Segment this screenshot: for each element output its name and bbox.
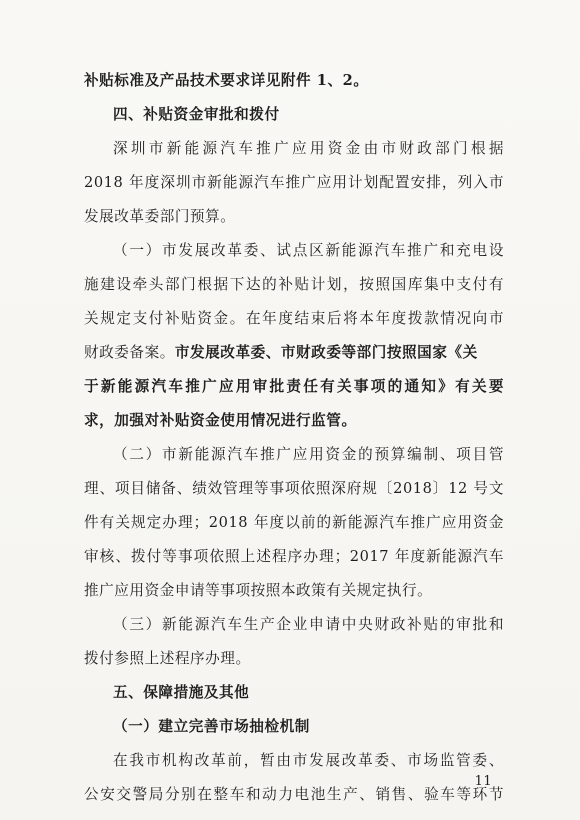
text-line: 公安交警局分别在整车和动力电池生产、销售、验车等环节 — [84, 786, 504, 803]
text-line-mixed — [84, 343, 504, 363]
text-line: 发展改革委部门预算。 — [84, 208, 236, 225]
text-span-bold: 市发展改革委、市财政委等部门按照国家《关 — [174, 344, 478, 361]
text-line: 求，加强对补贴资金使用情况进行监管。 — [84, 412, 357, 429]
subsection-heading: （一）建立完善市场抽检机制 — [113, 718, 310, 735]
text-line: 拨付参照上述程序办理。 — [84, 650, 251, 667]
text-line: 件有关规定办理；2018 年度以前的新能源汽车推广应用资金 — [84, 514, 504, 531]
text-line: 2018 年度深圳市新能源汽车推广应用计划配置安排，列入市 — [84, 174, 504, 191]
text-line: 理、项目储备、绩效管理等事项依照深府规〔2018〕12 号文 — [84, 480, 504, 497]
text-line: （三）新能源汽车生产企业申请中央财政补贴的审批和 — [113, 616, 504, 633]
section-heading: 四、补贴资金审批和拨付 — [113, 106, 280, 123]
text-line: 审核、拨付等事项依照上述程序办理；2017 年度新能源汽车 — [84, 548, 504, 565]
text-line: （二）市新能源汽车推广应用资金的预算编制、项目管 — [113, 446, 504, 463]
text-line: 深圳市新能源汽车推广应用资金由市财政部门根据 — [113, 140, 504, 157]
page-number: 11 — [474, 774, 492, 789]
text-line: 推广应用资金申请等事项按照本政策有关规定执行。 — [84, 582, 433, 599]
text-line: 补贴标准及产品技术要求详见附件 1、2。 — [84, 72, 369, 89]
section-heading: 五、保障措施及其他 — [113, 684, 250, 701]
text-line: 施建设牵头部门根据下达的补贴计划，按照国库集中支付有 — [84, 276, 504, 293]
text-line: （一）市发展改革委、试点区新能源汽车推广和充电设 — [113, 242, 504, 259]
text-line: 关规定支付补贴资金。在年度结束后将本年度拨款情况向市 — [84, 310, 504, 327]
text-line: 在我市机构改革前，暂由市发展改革委、市场监管委、 — [113, 752, 504, 769]
text-line: 于新能源汽车推广应用审批责任有关事项的通知》有关要 — [84, 378, 504, 395]
text-span: 财政委备案。 — [84, 344, 175, 361]
